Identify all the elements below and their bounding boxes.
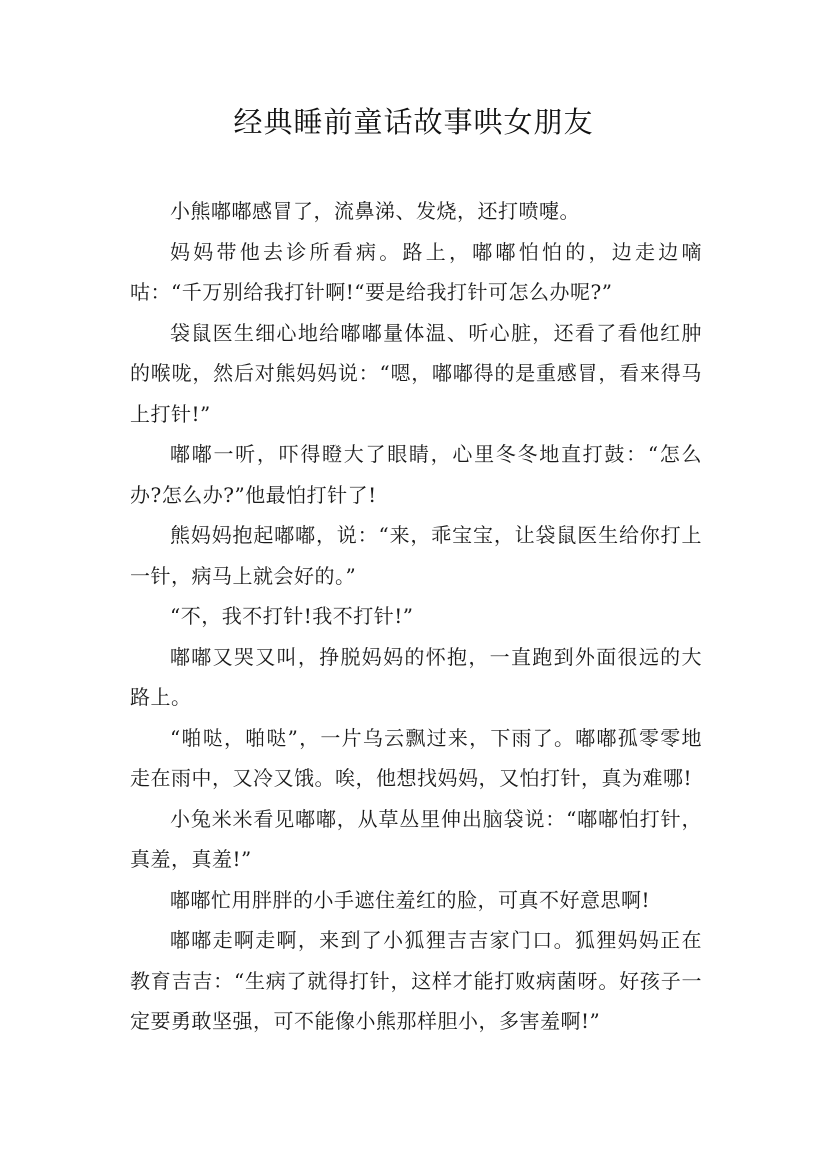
paragraph: 嘟嘟走啊走啊，来到了小狐狸吉吉家门口。狐狸妈妈正在教育吉吉：“生病了就得打针，这样才能打败病菌呀。好孩子一定要勇敢坚强，可不能像小熊那样胆小，多害羞啊!” (130, 928, 702, 1033)
paragraph: 袋鼠医生细心地给嘟嘟量体温、听心脏，还看了看他红肿的喉咙，然后对熊妈妈说：“嗯，嘟嘟得的是重感冒，看来得马上打针!” (130, 320, 702, 426)
paragraph: 小兔米米看见嘟嘟，从草丛里伸出脑袋说：“嘟嘟怕打针，真羞，真羞!” (130, 806, 702, 871)
document-title: 经典睡前童话故事哄女朋友 (233, 105, 594, 139)
document-body (130, 191, 702, 1042)
paragraph: 妈妈带他去诊所看病。路上，嘟嘟怕怕的，边走边嘀咕：“千万别给我打针啊!“要是给我打针可怎么办呢?” (130, 239, 702, 304)
paragraph: “不，我不打针!我不打针!” (170, 604, 414, 628)
paragraph: 熊妈妈抱起嘟嘟，说：“来，乖宝宝，让袋鼠医生给你打上一针，病马上就会好的。” (130, 523, 702, 588)
paragraph: 小熊嘟嘟感冒了，流鼻涕、发烧，还打喷嚏。 (170, 199, 580, 223)
paragraph: “啪哒，啪哒”，一片乌云飘过来，下雨了。嘟嘟孤零零地走在雨中，又冷又饿。唉，他想找妈妈，又怕打针，真为难哪! (130, 725, 702, 790)
paragraph: 嘟嘟又哭又叫，挣脱妈妈的怀抱，一直跑到外面很远的大路上。 (130, 644, 702, 709)
paragraph: 嘟嘟忙用胖胖的小手遮住羞红的脸，可真不好意思啊! (170, 887, 651, 912)
paragraph: 嘟嘟一听，吓得瞪大了眼睛，心里冬冬地直打鼓：“怎么办?怎么办?”他最怕打针了! (130, 442, 702, 507)
